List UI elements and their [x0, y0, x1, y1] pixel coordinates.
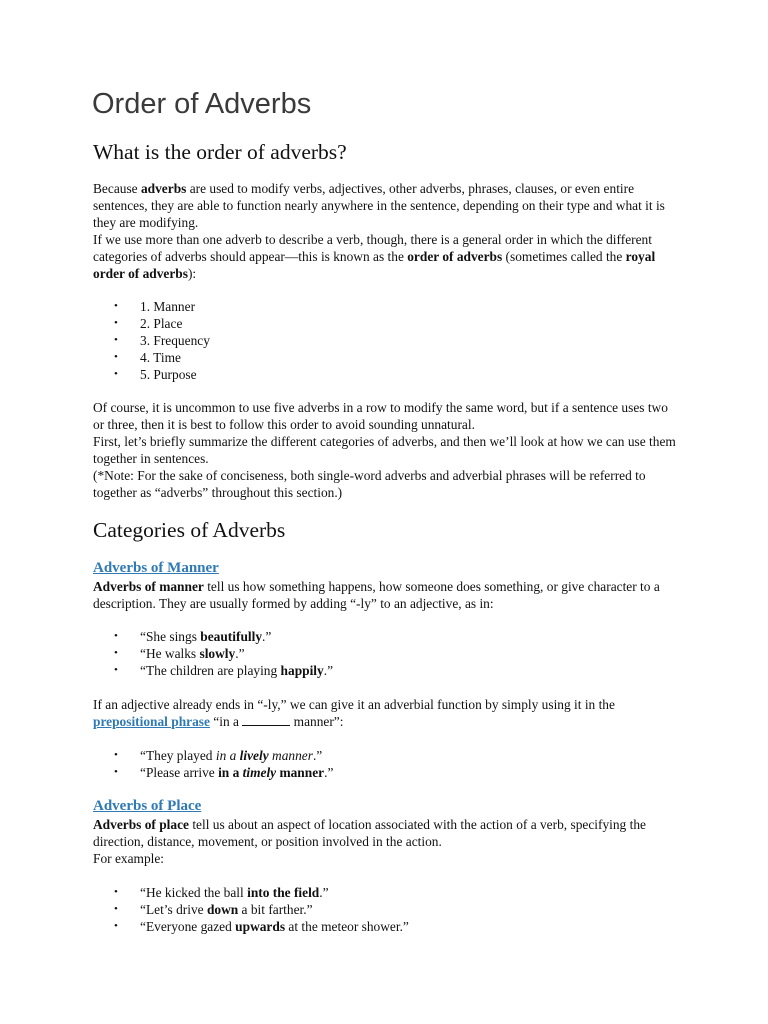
text: tell us about an aspect of location associated with the action of a verb, specifying the direction, distance, movement, or position involved in the action. [93, 817, 646, 849]
order-list [93, 298, 678, 383]
manner-examples-2 [93, 747, 678, 781]
for-example-line: For example: [93, 851, 165, 866]
bold-term: slowly [199, 646, 236, 661]
bold-term: adverbs [140, 181, 187, 196]
italic-text: manner [268, 748, 313, 763]
bold-italic-term: timely [242, 765, 277, 780]
place-definition [93, 816, 678, 850]
section-heading-categories: Categories of Adverbs [93, 518, 286, 542]
list-item [93, 918, 678, 935]
list-item [93, 662, 678, 679]
bold-term: beautifully [200, 629, 263, 644]
text: .” [312, 748, 323, 763]
text: .” [319, 885, 329, 900]
text: “She sings [140, 629, 201, 644]
list-item: • 3. Frequency [93, 332, 678, 349]
manner-examples [93, 628, 678, 679]
list-item [93, 884, 678, 901]
adverbs-of-manner-link[interactable]: Adverbs of Manner [93, 560, 219, 576]
text: .” [324, 765, 334, 780]
adverbs-of-place-link[interactable]: Adverbs of Place [93, 798, 202, 814]
bold-term: in a [218, 765, 243, 780]
subheading-place [93, 796, 201, 816]
text: “in a [209, 714, 243, 729]
text: a bit farther.” [238, 902, 313, 917]
list-item: • 4. Time [93, 349, 678, 366]
intro-paragraph-1 [93, 180, 678, 231]
text: (sometimes called the [502, 249, 626, 264]
text: are used to modify verbs, adjectives, other adverbs, phrases, clauses, or even entire sentences, they are able to function nearly anywhere in the sentence, depending on their type and what it is they are modifying. [93, 181, 665, 230]
bold-term: upwards [235, 919, 286, 934]
text: If we use more than one adverb to describe a verb, though, there is a general order in which the different categories of adverbs should appear—this is known as the [93, 232, 652, 264]
list-item [93, 628, 678, 645]
bold-term: manner [276, 765, 325, 780]
section-heading-what: What is the order of adverbs? [93, 140, 347, 164]
place-examples [93, 884, 678, 935]
text: “They played [140, 748, 216, 763]
text: at the meteor shower.” [285, 919, 409, 934]
bold-term: into the field [247, 885, 320, 900]
bold-term: happily [280, 663, 324, 678]
list-item [93, 901, 678, 918]
text: ): [187, 266, 197, 281]
text: .” [262, 629, 272, 644]
intro-paragraph-2 [93, 231, 678, 282]
prepositional-phrase-link[interactable]: prepositional phrase [93, 714, 210, 729]
text: .” [235, 646, 245, 661]
paragraph-4: First, let’s briefly summarize the different categories of adverbs, and then we’ll look at how we can use them together in sentences. [93, 434, 676, 466]
text: “He kicked the ball [140, 885, 248, 900]
text: tell us how something happens, how someone does something, or give character to a description. They are usually formed by adding “-ly” to an adjective, as in: [93, 579, 660, 611]
italic-text: in a [215, 748, 240, 763]
paragraph-3: Of course, it is uncommon to use five adverbs in a row to modify the same word, but if a sentence uses two or three, then it is best to follow this order to avoid sounding unnatural. [93, 400, 668, 432]
text: If an adjective already ends in “-ly,” we can give it an adverbial function by simply using it in the [93, 697, 615, 712]
blank-line [242, 714, 290, 726]
list-item [93, 764, 678, 781]
bold-term: Adverbs of place [93, 817, 189, 832]
page-title: Order of Adverbs [92, 88, 312, 120]
text: “Let’s drive [140, 902, 207, 917]
manner-definition [93, 578, 678, 612]
list-item [93, 747, 678, 764]
text: Because [93, 181, 141, 196]
text: “Everyone gazed [140, 919, 236, 934]
text: manner”: [290, 714, 344, 729]
subheading-manner [93, 558, 219, 578]
text: “He walks [140, 646, 200, 661]
list-item: • 2. Place [93, 315, 678, 332]
ly-paragraph [93, 696, 678, 730]
bold-term: Adverbs of manner [93, 579, 204, 594]
list-item [93, 645, 678, 662]
text: .” [323, 663, 334, 678]
list-item: • 1. Manner [93, 298, 678, 315]
bold-term: order of adverbs [407, 249, 503, 264]
bold-term: down [206, 902, 239, 917]
list-item: • 5. Purpose [93, 366, 678, 383]
paragraph-5: (*Note: For the sake of conciseness, both single-word adverbs and adverbial phrases will be referred to together as “adverbs” throughout this section.) [93, 468, 646, 500]
text: “The children are playing [140, 663, 281, 678]
text: “Please arrive [140, 765, 219, 780]
bold-italic-term: lively [239, 748, 269, 763]
bold-term: royal order of adverbs [93, 249, 656, 281]
